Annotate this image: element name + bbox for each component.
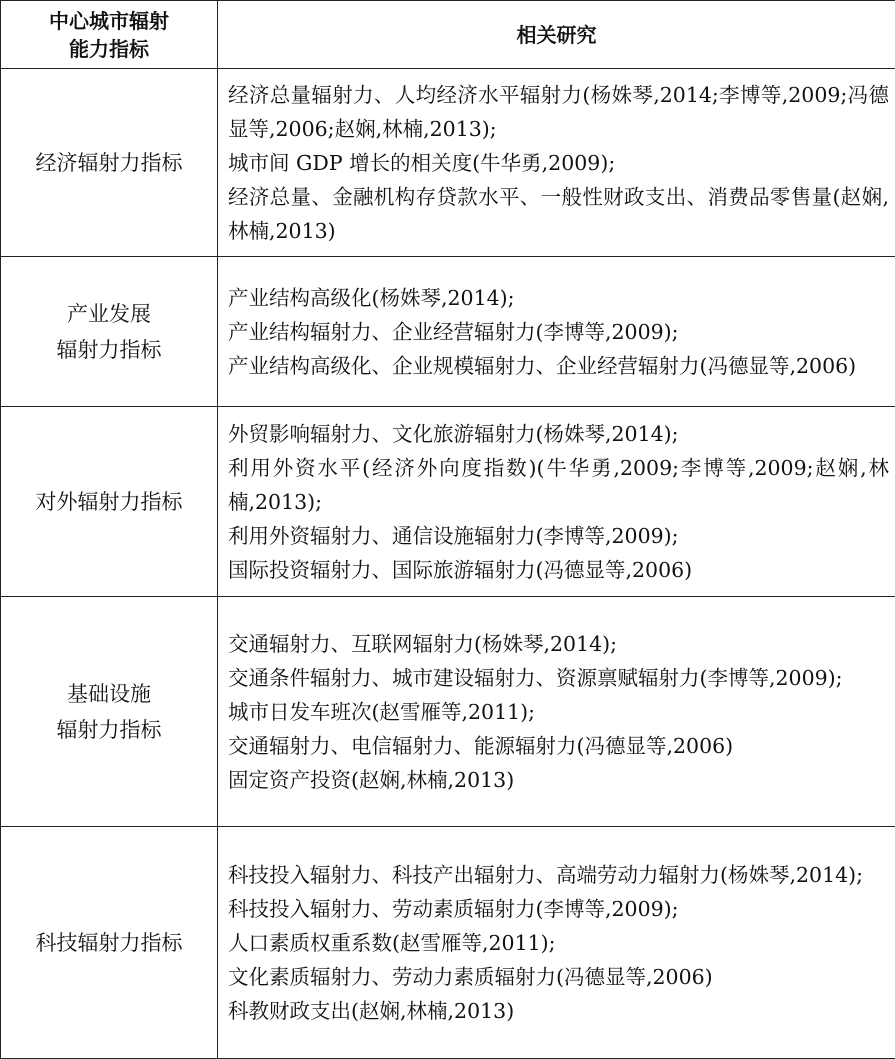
study-item: 人口素质权重系数(赵雪雁等,2011); [228,926,889,960]
study-item: 经济总量、金融机构存贷款水平、一般性财政支出、消费品零售量(赵娴,林楠,2013) [228,180,889,248]
study-item: 产业结构高级化、企业规模辐射力、企业经营辐射力(冯德显等,2006) [228,349,889,383]
header-indicator-column [1,1,218,69]
study-item: 交通辐射力、电信辐射力、能源辐射力(冯德显等,2006) [228,729,889,763]
category-cell [1,69,218,257]
study-item: 交通辐射力、互联网辐射力(杨姝琴,2014); [228,627,889,661]
studies-cell [218,827,895,1059]
table-row [1,827,895,1059]
study-item: 利用外资水平(经济外向度指数)(牛华勇,2009;李博等,2009;赵娴,林楠,2013); [228,451,889,519]
studies-cell [218,69,895,257]
header-col1-line2: 能力指标 [1,35,217,63]
category-cell [1,827,218,1059]
study-item: 经济总量辐射力、人均经济水平辐射力(杨姝琴,2014;李博等,2009;冯德显等,2006;赵娴,林楠,2013); [228,78,889,146]
table-row [1,257,895,407]
study-item: 固定资产投资(赵娴,林楠,2013) [228,763,889,797]
category-line2: 辐射力指标 [1,332,217,368]
table-row [1,597,895,827]
category-line1: 基础设施 [1,676,217,712]
study-item: 科技投入辐射力、科技产出辐射力、高端劳动力辐射力(杨姝琴,2014); [228,858,889,892]
study-item: 产业结构辐射力、企业经营辐射力(李博等,2009); [228,315,889,349]
table-row [1,407,895,597]
category-line1: 经济辐射力指标 [1,145,217,181]
category-cell [1,407,218,597]
study-item: 科技投入辐射力、劳动素质辐射力(李博等,2009); [228,892,889,926]
category-line2: 辐射力指标 [1,712,217,748]
header-row [1,1,895,69]
study-item: 科教财政支出(赵娴,林楠,2013) [228,994,889,1028]
category-line1: 科技辐射力指标 [1,925,217,961]
study-item: 城市日发车班次(赵雪雁等,2011); [228,695,889,729]
category-cell [1,257,218,407]
study-item: 外贸影响辐射力、文化旅游辐射力(杨姝琴,2014); [228,417,889,451]
study-item: 利用外资辐射力、通信设施辐射力(李博等,2009); [228,519,889,553]
studies-cell [218,257,895,407]
study-item: 城市间 GDP 增长的相关度(牛华勇,2009); [228,146,889,180]
header-research-column: 相关研究 [218,1,895,69]
category-line1: 对外辐射力指标 [1,484,217,520]
table-row [1,69,895,257]
category-line1: 产业发展 [1,296,217,332]
category-cell [1,597,218,827]
studies-cell [218,597,895,827]
study-item: 国际投资辐射力、国际旅游辐射力(冯德显等,2006) [228,553,889,587]
header-col1-line1: 中心城市辐射 [1,7,217,35]
study-item: 产业结构高级化(杨姝琴,2014); [228,281,889,315]
study-item: 交通条件辐射力、城市建设辐射力、资源禀赋辐射力(李博等,2009); [228,661,889,695]
studies-cell [218,407,895,597]
study-item: 文化素质辐射力、劳动力素质辐射力(冯德显等,2006) [228,960,889,994]
